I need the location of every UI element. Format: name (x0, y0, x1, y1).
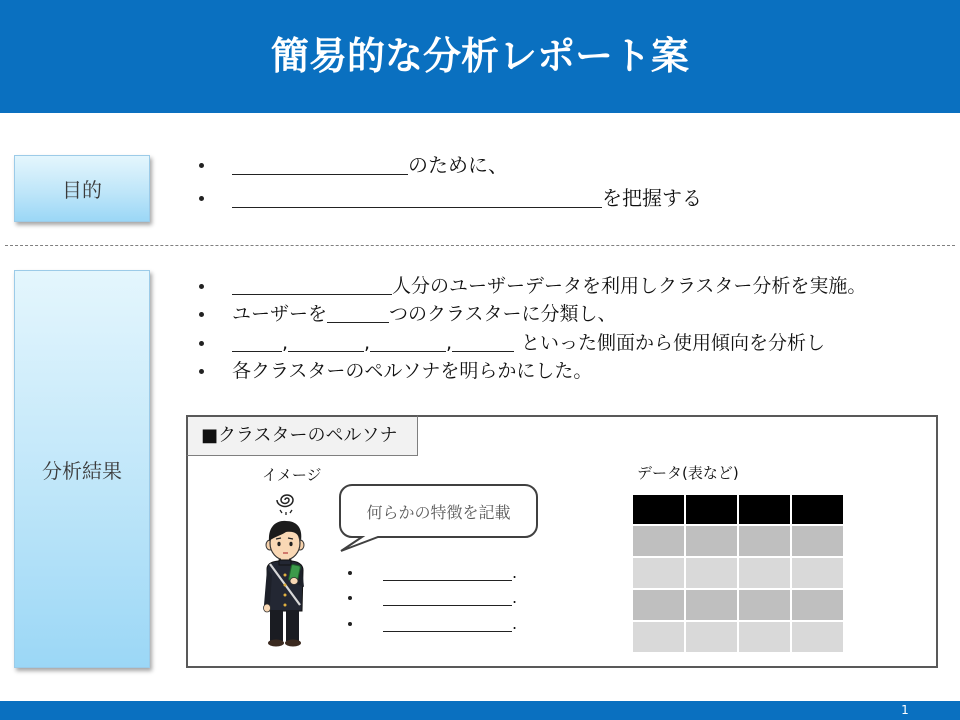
separator-comma: , (282, 332, 289, 354)
page-number: 1 (901, 703, 909, 717)
table-header-row (633, 495, 843, 524)
thinking-swirl-icon (277, 495, 293, 507)
results-label: 分析結果 (42, 458, 122, 483)
results-item-text: つのクラスターに分類し、 (389, 303, 617, 325)
bullet-marker (348, 571, 352, 575)
bullet-marker (199, 369, 204, 374)
table-cell (633, 590, 684, 620)
table-cell (792, 590, 843, 620)
table-cell (792, 526, 843, 556)
table-cell (792, 622, 843, 652)
table-header-cell (686, 495, 737, 524)
bullet-marker (199, 284, 204, 289)
blank-field (232, 333, 282, 352)
results-item-text: ユーザーを (232, 303, 328, 325)
bullet-marker (199, 196, 204, 201)
results-item (232, 273, 866, 299)
bullet-marker (348, 596, 352, 600)
table-row (633, 622, 843, 652)
persona-item (383, 587, 517, 609)
image-label: イメージ (262, 466, 322, 484)
table-header-cell (633, 495, 684, 524)
table-cell (633, 558, 684, 588)
section-divider (5, 245, 955, 246)
results-label-box (14, 270, 150, 668)
persona-illustration (256, 483, 320, 648)
data-label: データ(表など) (637, 464, 739, 482)
persona-item-end: . (512, 563, 518, 582)
speech-bubble-text: 何らかの特徴を記載 (366, 502, 511, 522)
blank-field (370, 333, 446, 352)
results-item (232, 301, 616, 327)
purpose-label: 目的 (62, 178, 102, 202)
blank-field (327, 304, 389, 323)
table-row (633, 526, 843, 556)
results-item (232, 358, 592, 384)
table-cell (686, 558, 737, 588)
persona-item (383, 613, 517, 635)
purpose-item-text: を把握する (602, 186, 702, 210)
results-item-text: 各クラスターのペルソナを明らかにした。 (232, 360, 593, 382)
blank-field (452, 333, 514, 352)
results-item-text: 人分のユーザーデータを利用しクラスター分析を実施。 (392, 275, 867, 297)
footer-bar (0, 701, 960, 720)
purpose-item-text: のために、 (408, 153, 508, 177)
table-header-cell (792, 495, 843, 524)
page-title: 簡易的な分析レポート案 (270, 34, 689, 78)
persona-item-end: . (512, 614, 518, 633)
title-bar (0, 0, 960, 113)
results-item (232, 330, 825, 356)
blank-field (232, 276, 392, 295)
table-cell (739, 526, 790, 556)
bullet-marker (199, 163, 204, 168)
table-row (633, 590, 843, 620)
purpose-item (232, 152, 508, 178)
table-cell (633, 622, 684, 652)
table-row (633, 558, 843, 588)
table-cell (792, 558, 843, 588)
separator-comma: , (364, 332, 371, 354)
blank-field (383, 566, 512, 581)
results-item-text: といった側面から使用傾向を分析し (521, 332, 826, 354)
bullet-marker (348, 622, 352, 626)
separator-comma: , (446, 332, 453, 354)
table-cell (686, 622, 737, 652)
table-header-cell (739, 495, 790, 524)
blank-field (288, 333, 364, 352)
blank-field (232, 189, 602, 208)
table-cell (739, 622, 790, 652)
blank-field (383, 591, 512, 606)
table-cell (633, 526, 684, 556)
persona-item (383, 562, 517, 584)
bullet-marker (199, 341, 204, 346)
table-cell (739, 558, 790, 588)
table-cell (686, 590, 737, 620)
persona-item-end: . (512, 588, 518, 607)
table-cell (739, 590, 790, 620)
table-cell (686, 526, 737, 556)
blank-field (383, 617, 512, 632)
bullet-marker (199, 312, 204, 317)
purpose-label-box (14, 155, 150, 222)
data-table (631, 493, 845, 654)
blank-field (232, 156, 408, 175)
purpose-item (232, 185, 702, 211)
persona-tab-label: ■クラスターのペルソナ (186, 415, 418, 456)
